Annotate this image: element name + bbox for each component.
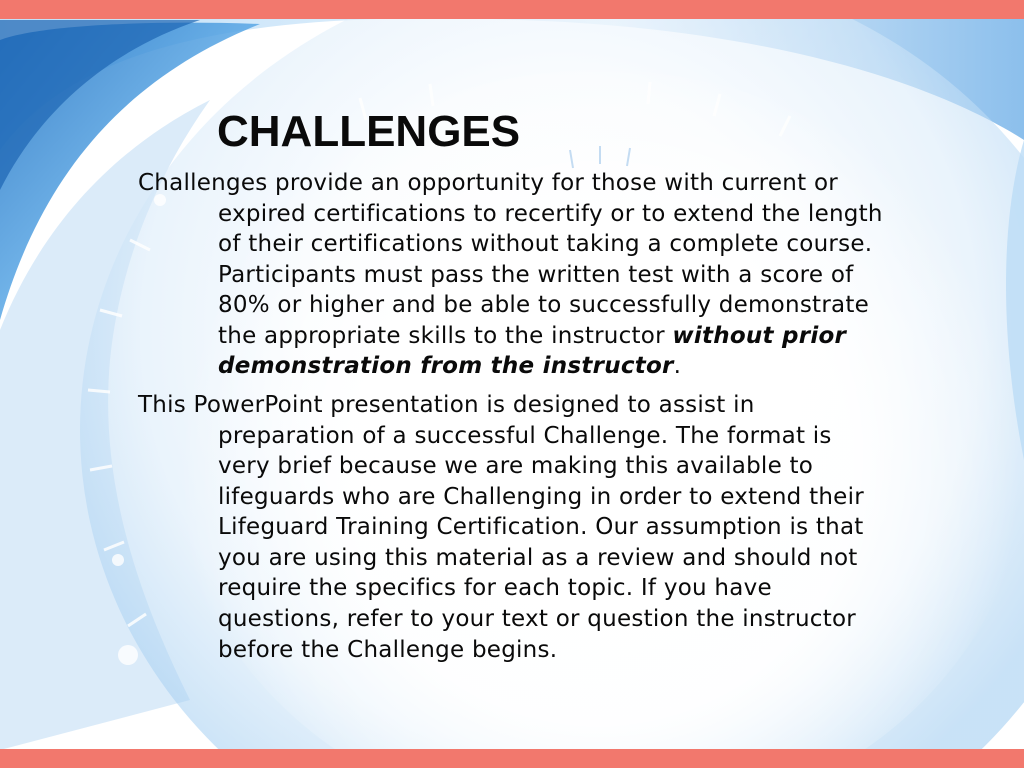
text-line: Challenges provide an opportunity for those with current or (138, 170, 838, 196)
bottom-accent-bar (0, 749, 1024, 768)
text-line: require the specifics for each topic. If you have (218, 575, 772, 601)
top-accent-bar (0, 0, 1024, 19)
text-line: you are using this material as a review and should not (218, 545, 858, 571)
text-line: lifeguards who are Challenging in order to extend their (218, 484, 864, 510)
text-line: 80% or higher and be able to successfully demonstrate (218, 292, 870, 318)
text-line: Participants must pass the written test with a score of (218, 262, 854, 288)
text-line: of their certifications without taking a complete course. (218, 231, 873, 257)
text-line: preparation of a successful Challenge. The format is (218, 423, 832, 449)
text-line: expired certifications to recertify or to extend the length (218, 201, 883, 227)
text-line: questions, refer to your text or question the instructor (218, 606, 856, 632)
text-line: very brief because we are making this available to (218, 453, 814, 479)
paragraph-challenges (138, 168, 968, 388)
slide-title: CHALLENGES (217, 107, 521, 156)
emphasis-text: without prior (672, 323, 847, 349)
paragraph-presentation-purpose (138, 390, 968, 670)
text-line: before the Challenge begins. (218, 637, 558, 663)
text-run: . (673, 353, 682, 379)
text-line: Lifeguard Training Certification. Our assumption is that (218, 514, 864, 540)
text-line (218, 321, 846, 352)
text-run: the appropriate skills to the instructor (218, 323, 673, 349)
text-line (218, 351, 681, 382)
text-line: This PowerPoint presentation is designed to assist in (138, 392, 755, 418)
emphasis-text: demonstration from the instructor (218, 353, 674, 379)
